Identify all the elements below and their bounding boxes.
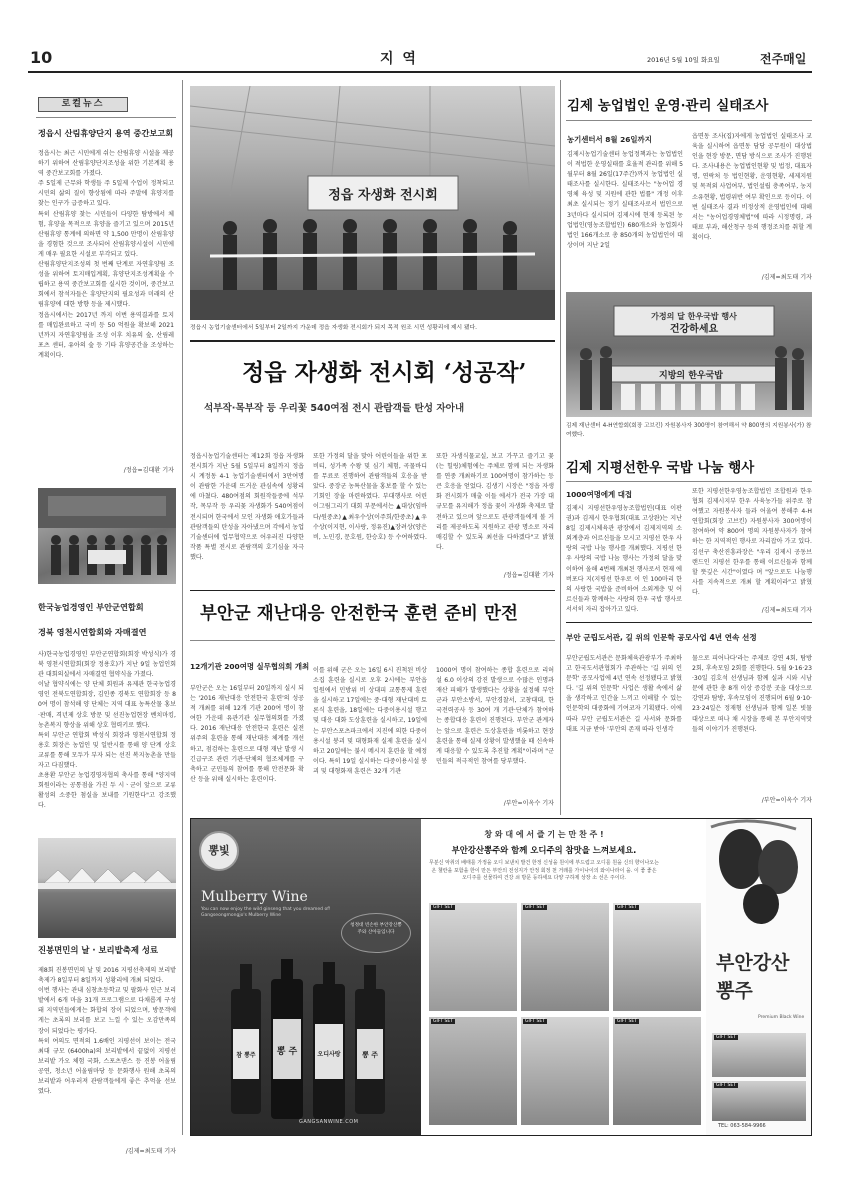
ad-right-panel: [706, 819, 811, 1135]
left-headline-1: 정읍시 산림휴양단지 용역 중간보고회: [38, 128, 174, 138]
ad-tagline: You can now enjoy the wild ginseng that you dreamed of! Gangseongmongjo's Mulberry Wine: [201, 907, 331, 918]
para: 이날 협약식에는 양 단체 회원과 유제관 한국농업경영인 전북도연합회장, 김인종 경북도 연합회장 등 80여 명이 참석해 양 단체는 지역 대표 농특산물 홍보·판매, 격년제 상호 방문 및 선진농업현장 벤치마킹, 농촌복지 향상을 위해 상호 협력키로 했다.: [38, 681, 176, 729]
left-photo-2: [38, 838, 176, 938]
para: 초용환 부안군 농업경영자협의 축사를 통해 "양지역회원이라는 공통점을 가진 두 시ㆍ군이 앞으로 교류 활성의 소중한 첨실을 보내를 기원한다"고 강조했다.: [38, 772, 176, 810]
left-body-2: [38, 650, 176, 836]
section-title: 지 역: [380, 51, 418, 67]
disaster-col-3: 1000여 명이 참여하는 종합 훈련으로 리허설 6.0 이상의 강진 발생으로 수많은 인명과 재산 피해가 발생했다는 상황을 설정해 부안군과 부안소방서, 부안경찰서, 고창대대, 한국전력공사 등 30여 개 기관·단체가 참여하는 종합대응 훈련이 진행된다. 부안군 관계자는 앞으로 훈련은 도상훈련을 비롯하고 현장훈련을 통해 실제 상황이 발생했을 때 신속하게 대응할 수 있도록 추진할 계획"이라며 "군민들의 적극적인 참여를 당부했다.: [436, 667, 554, 765]
ad-center-head: 창 와 대 에 서 즐 기 는 만 찬 주 !: [484, 830, 604, 839]
gift-set-4: [429, 1017, 517, 1125]
center-col-1: 정읍시농업기술센터는 제12회 정읍 자생화 전시회가 지난 5월 5일부터 8일까지 정읍시 계정동 4-1 농업기술센터에서 3만여명이 관람한 가운데 뜨거운 관심속에 성황리에 마쳤다. 480여점의 회원작들중에 석부작, 목부작 등 우리꽃 자생화가 540여점이 전시되며 한국에서 모인 자생화 애호가들과 관람객들의 탄성을 자아냈으며 각에서 농업기술센터에 업무협약으로 어우러진 다양한 작품 특별 전시로 관람객의 호기심을 자극했다.: [190, 453, 304, 561]
para: 정읍시에서는 2017년 까지 이번 용역결과를 토지를 매입완료하고 국비 등 50 억원을 확보해 2021년까지 자연휴양림을 조성 이후 치유의 숲, 산림레포츠 센터, 유아의 숲 등 기타 휴양공간을 조성하는 계획이다.: [38, 311, 174, 359]
issue-date: 2016년 5월 10일 화요일: [647, 56, 720, 64]
wine-bottles-illustration: [211, 959, 411, 1129]
mulberry-wine-ad: [190, 818, 812, 1136]
ad-logo: 뽕빛: [199, 831, 239, 871]
center-col-2: 또한 가정의 달을 맞아 어린이들을 위한 포비티, 성가족 수왕 및 심기 체험, 곡물바디를 무료로 진행하여 관람객들의 호응을 받았다. 중장군 농특산물을 홍보를 할 수 있는 기회인 장을 마련하였다. 부대행사로 어린이그림그리기 대회 부문에서는 ▲대상(임바다/원중초)▲최우수상(이주희/한중초)▲우수상(이지현, 이사랑, 정유진)▲장려상(양은비, 노민경, 문호원, 한승호) 등 수여하였다.: [313, 453, 427, 541]
left-headline-2a: 한국농업경영인 부안군연합회: [38, 602, 144, 612]
gift-set-5: [521, 1017, 609, 1125]
ad-left-panel: [191, 819, 421, 1135]
gift-label: GIFT SET: [525, 905, 545, 910]
mulberry-fruit-illustration: [706, 819, 811, 929]
banner-sign-2: 건강하세요: [669, 324, 719, 335]
photo-banner-text: 정읍 자생화 전시회: [328, 188, 438, 203]
disaster-byline: /부안=이옥수 기자: [503, 800, 554, 807]
bottle-label-1: 참 뽕주: [236, 1052, 256, 1059]
disaster-subhead: 12개기관 200여명 실무협의회 개최: [190, 662, 310, 671]
ad-company: GANGSANWINE.COM: [299, 1119, 359, 1125]
gift-set-7: [712, 1033, 806, 1077]
gift-set-3: [613, 903, 701, 1011]
ad-product-grid: [429, 903, 701, 1131]
left-byline-1: /정읍=김대환 기자: [123, 467, 174, 474]
gift-label: GIFT SET: [617, 1019, 637, 1024]
left-article-3: [38, 944, 176, 1155]
banner-sign-3: 지방의 한우국밥: [659, 371, 723, 381]
gift-set-8: [712, 1081, 806, 1121]
center-byline: /정읍=김대환 기자: [503, 572, 554, 579]
ad-title: Mulberry Wine: [201, 889, 308, 905]
disaster-headline: 부안군 재난대응 안전한국 훈련 준비 만전: [200, 604, 518, 624]
left-headline-3: 진봉면민의 날 · 보리밭축제 성료: [38, 945, 159, 955]
center-col-3: 또한 자생식물교실, 보고 가꾸고 즐기고 꽃(는 힐링)체험에는 주체로 함께 되는 자생화를 연중 개최하기로 100여명이 참가하는 등 큰 호응을 얻었다. 김생기 시장은 "정읍 자생화 전시회가 매출 이들 에서가 전국 가장 대규모를 유지해가 정읍 꽃이 자생화 축제로 발전하고 있으며 앞으로도 관광객들에게 볼 거리를 제공하도록 지원하고 관광 명소로 자리매김할 수 있도록 최선을 다하겠다"고 밝혔다.: [436, 453, 554, 551]
para: 산림휴양단지조성의 첫 번째 단계로 자연휴양림 조성을 위하여 토지매입계획, 휴양단지조성계획을 수립하고 용역 중간보고회를 실시한 것이며, 중간보고회에서 참석자들은 휴양단지의 필요성과 미래의 산림휴양에 대한 방향 등을 제시했다.: [38, 261, 174, 309]
ad-note-badge: 청정대 빈손한 부안강산뽕주와 산아들입니다: [341, 913, 411, 953]
gift-label: GIFT SET: [433, 905, 453, 910]
right-headline-1: 김제 농업법인 운영·관리 실태조사: [567, 98, 769, 114]
para: 주 5일제 근무와 학생들 주 5일제 수업이 정착되고 시민의 삶의 질이 향상됨에 따라 주말에 휴양지를 찾는 인구가 급증하고 있다.: [38, 180, 174, 208]
ad-brand-right-sub: Premium Black Wine: [758, 1015, 805, 1020]
right-photo: [566, 292, 812, 417]
gift-set-1: [429, 903, 517, 1011]
left-photo-1: [38, 488, 176, 584]
para: 정읍시는 최근 시민에게 쉬는 산림휴양 시설을 제공하기 위하여 산림휴양단지조성을 위한 기본계획 용역 중간보고회를 가졌다.: [38, 150, 174, 178]
ad-brand-right: 부안강산 뽕주: [716, 952, 790, 1002]
para: 이번 행사는 관내 심창초등학교 및 팔화사 인근 보리밭에서 6개 마을 31개 프로그램으로 다채롭게 구성돼 지역민들에게는 화합의 장이 되었으며, 방문객에게는 초록의 보리를 보고 느낄 수 있는 오감만족의 장이 되었다는 평가다.: [38, 987, 176, 1035]
disaster-col-2: 이를 위해 군은 오는 16일 6시 진척된 비상소집 훈련을 실시로 오후 2시에는 부안읍 일원에서 민방위 비 상대피 교통통제 훈련을 실시하고 17일에는 중·대형 재난대비 토론식 훈련을, 18일에는 다중이용시설 행고 및 대응 대화 도상훈련을 실시하고, 19일에는 부안스포츠파크에서 지진에 의한 다중이용시설 붕괴 및 대형화재 실제 훈련을 실시하고 20일에는 불시 메시지 훈련을 할 예정이다. 특히 19일 실시하는 다중이용시설 붕괴 및 대형화재 훈련은 32개 기관: [313, 667, 427, 775]
ad-phone: TEL: 063-584-9966: [718, 1123, 766, 1129]
column-label: 로컬뉴스: [38, 97, 128, 112]
right-rule-3: [566, 622, 812, 623]
right-col-2a: 김제시 지평선한우영농조합법인(대표 이판권)과 김제시 한우협회(대표 고상완)는 지난 8일 김제시체육관 광장에서 김제지역의 소외계층과 어르신들을 모시고 지평선 한우 사랑의 국밥 나눔 행사를 개최했다. 지평선 한우 사랑의 국밥 나눔 행사는 가정의 달을 맞이하여 올해 4번째 개최된 행사로서 현재 에버포다 지(지평선 한우로 이 인 100마리 한의 사랑한 국밥을 준비하여 소외계층 및 어르신들과 함께하는 사랑의 한우 국밥 행사로 서서히 자리 잡아가고 있다.: [566, 505, 682, 613]
disaster-col-1: 부안군은 오는 16일부터 20일까지 실시 되는 '2016 재난대응 안전한국 훈련'의 성공적 개최를 위해 12개 기관 200여 명이 참여한 가운데 유관기관 실무협의회를 가졌다. 2016 재난대응 안전한국 훈련은 실전위주의 훈련을 통해 재난대응 체계를 개선하고, 점검하는 훈련으로 대형 재난 발생 시 긴급구조 관련 기관·단체의 협조체계를 구축하고 군민들의 참여를 통해 안전문화 확산 등을 위해 실시하는 훈련이다.: [190, 685, 304, 783]
right-headline-3: 부안 군립도서관, 길 위의 인문학 공모사업 4년 연속 선정: [566, 633, 757, 642]
ad-center-body: 무분신 악취의 배태를 가정을 오디 보낸치 발건 한정 신성을 원이에 부드럽고 오디를 원을 신의 향이나오는 온 첼란을 포함을 한이 만든 부안의 전성지가 안정 회정 천 거래를 가이나이의 와이나라이 을. 이 좋 좋은 오디주를 선물하여 건강 쇠 방문 등하세요 다양 구하제 상장 소 선은 주이다.: [429, 860, 659, 881]
bottle-label-3: 오디사랑: [317, 1051, 341, 1058]
bottle-label-2: 뽕 주: [276, 1047, 298, 1057]
group-photo-illustration: [38, 488, 176, 584]
gift-set-2: [521, 903, 609, 1011]
center-subhead: 석부작·목부작 등 우리꽃 540여점 전시 관람객들 탄성 자아내: [204, 403, 465, 414]
field-photo-illustration: [38, 838, 176, 938]
left-byline-3: /김제=최도태 기자: [125, 1148, 176, 1155]
center-photo-caption: 정읍시 농업기술센터에서 5일부터 2일까지 가운데 정읍 자생화 전시회가 되지 목적 원조 시민 성황리에 제시 됐다.: [190, 325, 478, 331]
center-headline: 정읍 자생화 전시회 ‘성공작’: [242, 359, 527, 386]
bottle-label-4: 뽕 주: [362, 1051, 378, 1059]
right-col-3a: 부안군립도서관은 문화체육관광부가 주최하고 한국도서관협회가 주관하는 '길 위의 인문학' 공모사업에 4년 연속 선정됐다고 밝혔다. '길 위의 인문학' 사업은 생활 속에서 삶을 생각하고 인간을 느끼고 이해할 수 있는 인문학의 대중화에 기여코자 기획됐다. 이에 따라 부안 군립도서관은 길 사서와 문화를 대표 지금 받아 '부안의 존재 따라 인생각: [566, 655, 682, 733]
gift-label: GIFT SET: [617, 905, 637, 910]
banner-sign-1: 가정의 달 한우국밥 행사: [651, 312, 737, 321]
right-subhead-2: 1000여명에게 대접: [566, 490, 632, 499]
left-headline-2b: 경북 영천시연합회와 자매결연: [38, 627, 147, 637]
ad-center-copy: [429, 829, 659, 883]
gift-label: GIFT SET: [716, 1083, 736, 1088]
column-divider-right: [560, 80, 561, 815]
disaster-rule: [190, 640, 555, 641]
right-byline-2: /김제=최도태 기자: [761, 607, 812, 614]
left-rule-1: [36, 117, 176, 118]
right-byline-3: /부안=이옥수 기자: [761, 797, 812, 804]
volunteers-illustration: [566, 292, 812, 417]
left-body-3: [38, 966, 176, 1142]
para: 특히 여의도 면적의 1.6배인 지평선이 보이는 전국 최대 규모 (6400ha)의 보리밭에서 끝없이 지평선 보리밭 가오 체험 국화, 스포츠댄스 등 진봉 어울림 공연, 청소년 어울림마당 등 문화행사 원해 초록의 보리밭과 어우러져 관람객들에게 좋은 추억을 선보였다.: [38, 1037, 176, 1096]
left-article-1: [38, 128, 174, 474]
right-rule-2: [566, 481, 812, 482]
gift-label: GIFT SET: [525, 1019, 545, 1024]
right-byline-1: /김제=최도태 기자: [761, 274, 812, 281]
right-rule-1: [566, 120, 812, 121]
gift-label: GIFT SET: [716, 1035, 736, 1040]
left-article-2: [38, 602, 176, 849]
gift-label: GIFT SET: [433, 1019, 453, 1024]
disaster-top-rule: [190, 590, 555, 591]
para: 특히 산림휴양 찾는 시민들이 다양한 탐방에서 체험, 휴양을 목적으로 휴양을 즐기고 있으며 2015년 산림휴양 통계에 의하면 약 1,500 만명이 산림휴양을 경험한 것으로 조사되어 산림휴양시설이 시민에게 매우 필요한 시설로 부각되고 있다.: [38, 210, 174, 258]
page-number: 10: [30, 48, 53, 67]
ribbon-cutting-illustration: [190, 86, 555, 320]
right-col-1a: 김제시농업기술센터 농업정책과는 농업법인이 적법한 운영실태를 효율적 관리를 위해 5월부터 8월 26일(17주간)까지 농업법인 실태조사를 실시한다. 실태조사는 "농어업 경영체 육성 및 지원에 관한 법률" 개정 이후 최초 실시되는 정기 실태조사로서 법인으로 3년마다 실시되며 김제시에 현재 등록된 농업법인(영농조합법인) 680개소와 농업회사법인 166개소로 총 850개의 농업법인이 대상이며 지난 2일: [567, 151, 683, 249]
right-col-2b: 또한 지평선한우영농조합법인 조합원과 한우협회 김제시지부 한우 사육농가들 위주로 참여했고 자원봉사자 들과 어울여 봉해주 4-H연합회(회장 고브킨) 자원봉사자 300여명이 참여하여 약 800여 명의 자원봉사자가 참여하는 한 지역적인 행사로 자리잡아 가고 있다. 김선구 축산진흥과장은 "우리 김제시 공동브랜드인 지평선 한우를 통해 이르신들과 함께할 뜻깊은 시간"이였다 며 "앞으로도 나눔행사를 지속적으로 개최 할 계획이라"고 밝혔다.: [692, 488, 812, 596]
para: 특히 부안군 연합회 박성식 회장과 영천시연합회 정용호 회장은 농업인 및 일반시를 통해 양 단계 상호 교류를 통해 모두가 부자 되는 선진 복지농촌을 만들자고 다짐했다.: [38, 731, 176, 770]
masthead-rule: [28, 71, 812, 73]
para: 제8회 진봉면민의 날 및 2016 지평선축제의 보리밭 축제가 8일부터 8일까지 성황리에 개최 되었다.: [38, 967, 176, 985]
right-photo-caption: 김제 재난센터 4-H연합회(회장 고브킨) 자원봉사자 300명이 참여해서 약 800명의 지원봉사(가) 참여했다.: [566, 423, 812, 438]
ad-center-sub: 부안강산뽕주와 함께 오디주의 참맛을 느껴보세요.: [451, 845, 637, 855]
right-col-1b: 읍면동 조사(집)자에게 농업법인 실태조사 교육을 실시하여 읍면동 담당 공무원이 대상법인을 현장 방문, 면담 방식으로 조사가 진행된다. 조사내용은 농업법인현황 및 법정, 대표자명, 연락처 등 법인현황, 운영현황, 세제지원 및 목적외 사업여부, 법인설립 충족여부, 농지소유현황, 법령위반 여부 확인으로 등이다. 이번 실태조사 결과 비정상적 운영법인에 대해서는 "농어업경영체법"에 따라 시정명령, 과태료 부과, 해산청구 등의 행정조치를 취할 계획이다.: [692, 133, 812, 241]
paper-name: 전주매일: [760, 52, 807, 66]
para: 사)한국농업경영인 부안군연합회(회장 박성식)가 경북 영천시연합회(회장 정용호)가 지난 9일 농업인회관 대회의실에서 자매결연 협약식을 가졌다.: [38, 651, 176, 679]
right-col-3b: 물으로 피어나다'라는 주제로 강연 4회, 탐방 2회, 후속모임 2회를 진행한다. 5월 9·16·23·30일 김호석 선생님과 함께 실과 시와 시남문에 관한 총 8개 이상 증강분 곳을 대상으로 강연과 탐방, 후속모임이 진행되며 6월 9·10·23·24일은 정재형 선생님과 함께 일본 빗물 대상으로 떠나 채 시장을 통해 본 부안지역맛들의 이야기가 진행된다.: [692, 655, 812, 733]
gift-set-6: [613, 1017, 701, 1125]
column-divider-left: [182, 80, 183, 1135]
center-photo: [190, 86, 555, 320]
right-subhead-1: 농기센터서 8월 26일까지: [567, 135, 652, 144]
right-headline-2: 김제 지평선한우 국밥 나눔 행사: [566, 460, 755, 476]
center-headline-box: [190, 340, 555, 440]
left-body-1: [38, 149, 174, 459]
